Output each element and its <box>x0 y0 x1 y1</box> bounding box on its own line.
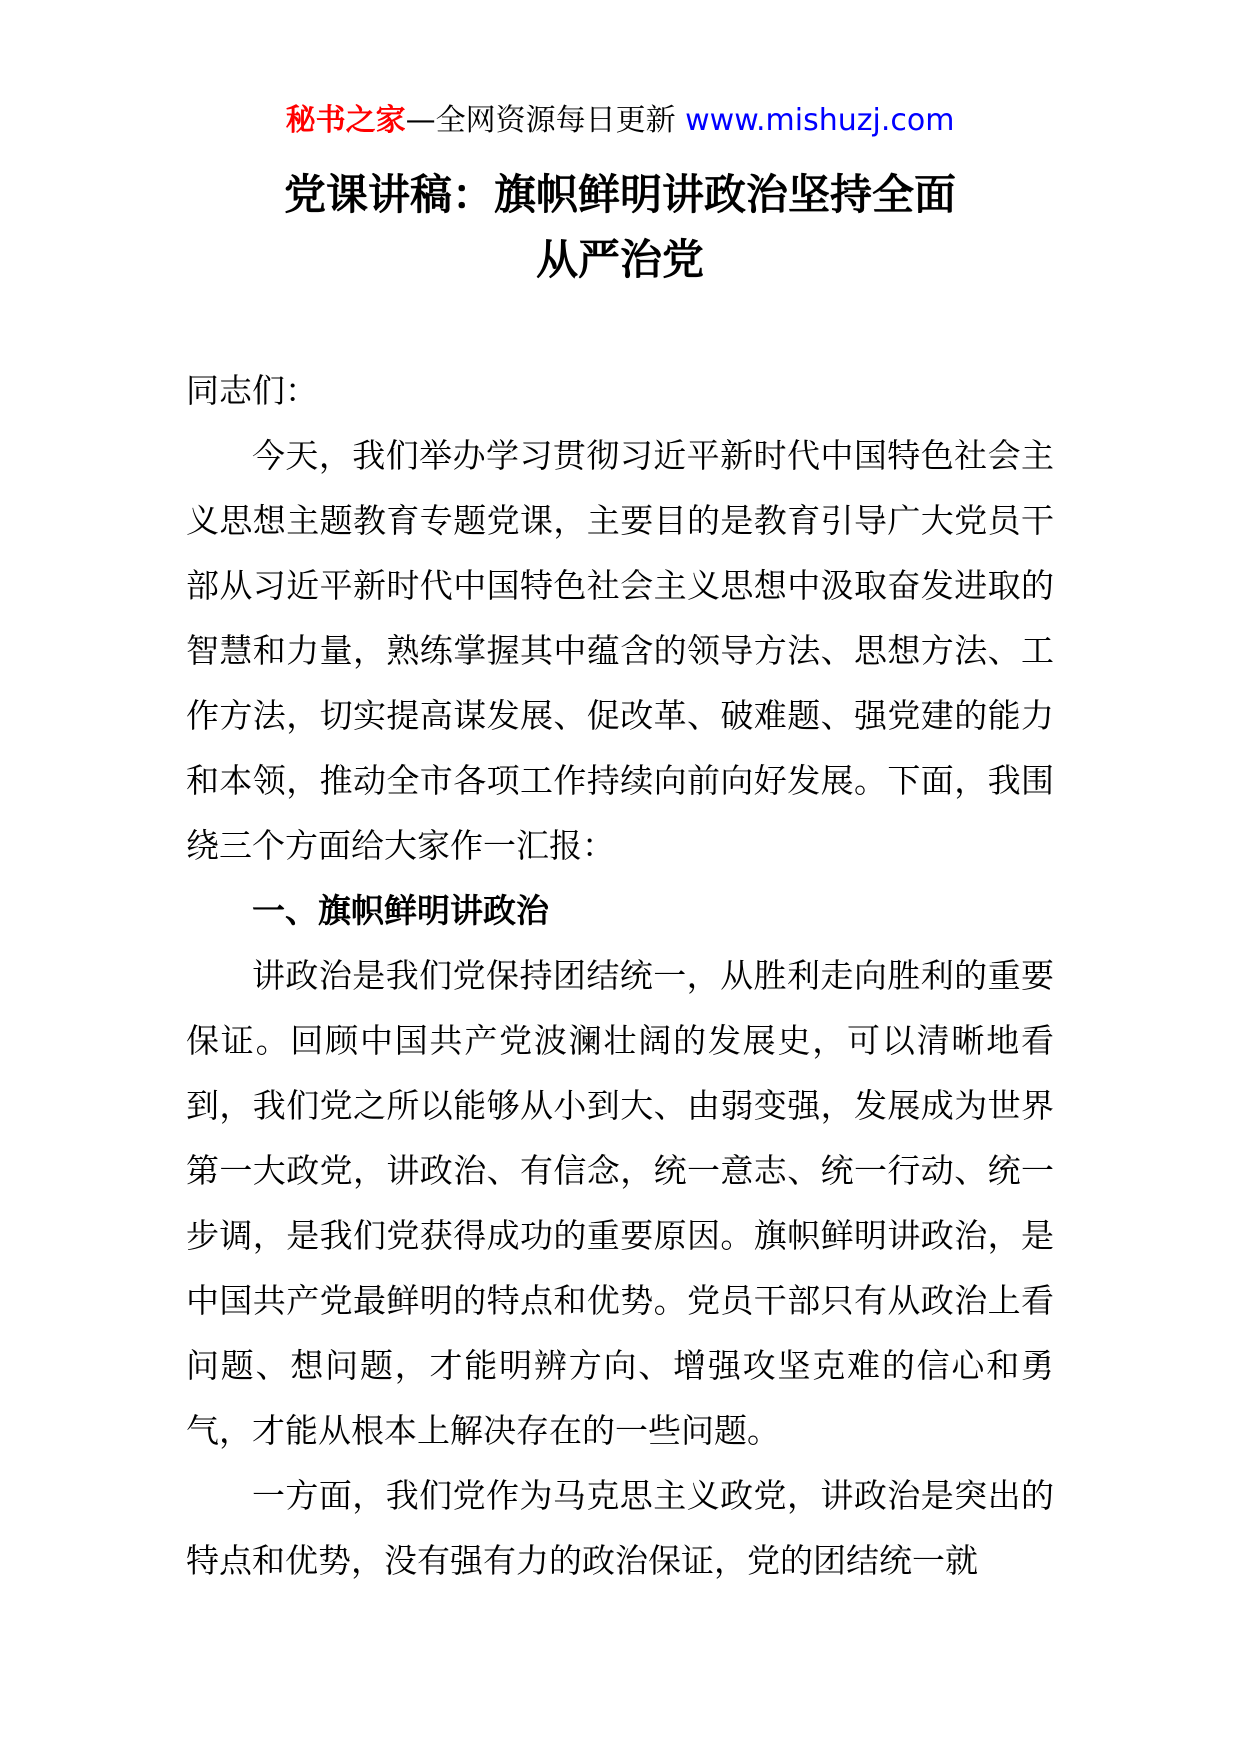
body-paragraph: 今天，我们举办学习贯彻习近平新时代中国特色社会主义思想主题教育专题党课，主要目的是教育引导广大党员干部从习近平新时代中国特色社会主义思想中汲取奋发进取的智慧和力量，熟练掌握其中蕴含的领导方法、思想方法、工作方法，切实提高谋发展、促改革、破难题、强党建的能力和本领，推动全市各项工作持续向前向好发展。下面，我围绕三个方面给大家作一汇报： <box>186 436 1054 865</box>
body-paragraph: 讲政治是我们党保持团结统一，从胜利走向胜利的重要保证。回顾中国共产党波澜壮阔的发展史，可以清晰地看到，我们党之所以能够从小到大、由弱变强，发展成为世界第一大政党，讲政治、有信念，统一意志、统一行动、统一步调，是我们党获得成功的重要原因。旗帜鲜明讲政治，是中国共产党最鲜明的特点和优势。党员干部只有从政治上看问题、想问题，才能明辨方向、增强攻坚克难的信心和勇气，才能从根本上解决存在的一些问题。 <box>186 956 1054 1450</box>
site-url-link[interactable]: www.mishuzj.com <box>685 103 955 138</box>
section-heading: 一、旗帜鲜明讲政治 <box>252 891 549 930</box>
title-line-1: 党课讲稿：旗帜鲜明讲政治坚持全面 <box>283 170 956 219</box>
document-title <box>0 162 1240 292</box>
title-line-2: 从严治党 <box>535 235 704 284</box>
salutation: 同志们： <box>186 371 318 410</box>
site-header <box>0 101 1240 141</box>
site-tagline: —全网资源每日更新 <box>405 103 686 138</box>
brand-name: 秘书之家 <box>285 103 406 138</box>
document-body <box>186 358 1054 1593</box>
body-paragraph: 一方面，我们党作为马克思主义政党，讲政治是突出的特点和优势，没有强有力的政治保证，党的团结统一就 <box>186 1476 1054 1580</box>
